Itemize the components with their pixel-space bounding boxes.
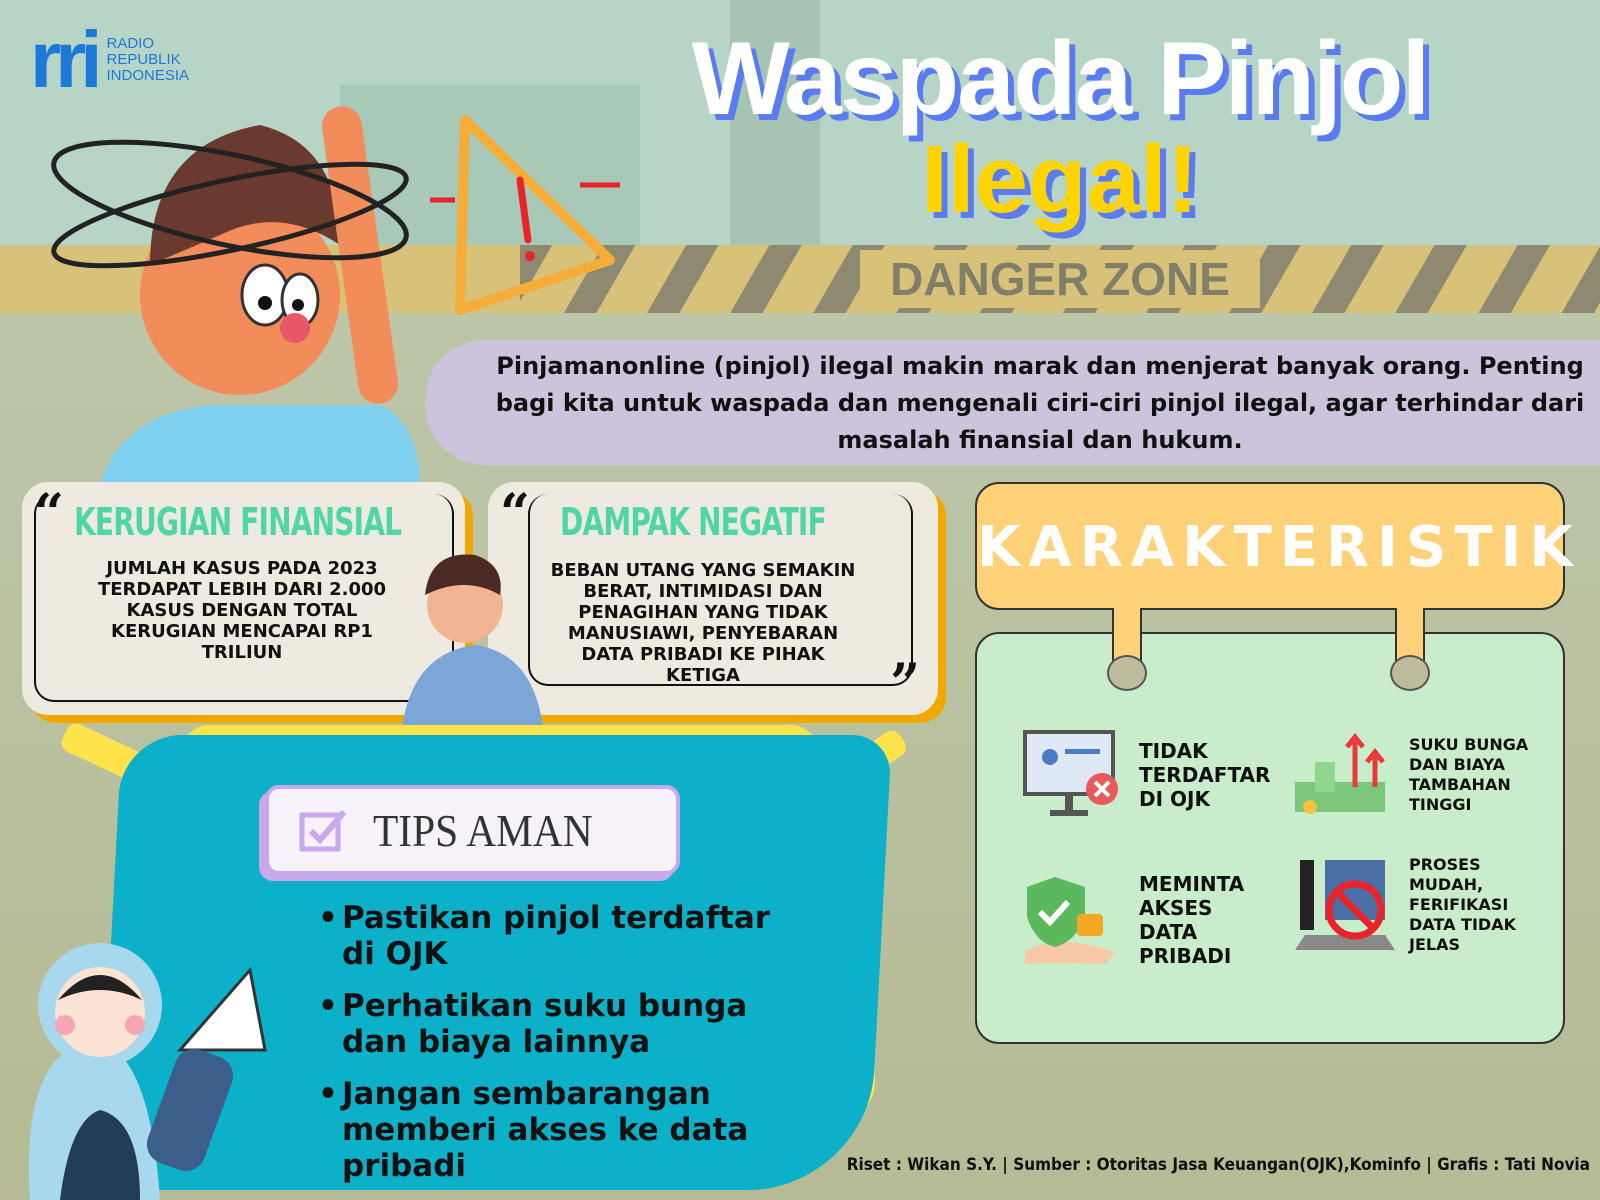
monitor-x-icon xyxy=(1015,725,1125,825)
tips-list xyxy=(318,900,798,1200)
laptop-forbidden-icon xyxy=(1285,855,1395,955)
tips-header xyxy=(265,785,680,875)
card-text: BEBAN UTANG YANG SEMAKIN BERAT, INTIMIDASI DAN PENAGIHAN YANG TIDAK MANUSIAWI, PENYEBARAN DATA PRIBADI KE PIHAK KETIGA xyxy=(550,560,856,686)
checkbox-icon xyxy=(299,807,349,853)
card-dampak-negatif xyxy=(488,482,938,715)
card-title: KERUGIAN FINANSIAL xyxy=(74,500,402,544)
karakteristik-item xyxy=(1285,725,1539,825)
danger-zone-label: DANGER ZONE xyxy=(860,250,1260,308)
hanger-hole xyxy=(1107,655,1147,691)
tips-title: TIPS AMAN xyxy=(373,804,593,856)
karakteristik-item xyxy=(1285,855,1529,955)
tips-item: • Pastikan pinjol terdaftar di OJK xyxy=(318,900,798,972)
woman-megaphone-illustration xyxy=(10,930,280,1200)
karakteristik-label: SUKU BUNGA DAN BIAYA TAMBAHAN TINGGI xyxy=(1409,735,1529,814)
karakteristik-item xyxy=(1015,870,1259,970)
karakteristik-item xyxy=(1015,725,1269,825)
quote-close-icon: ” xyxy=(890,653,920,714)
karakteristik-label: PROSES MUDAH, FERIFIKASI DATA TIDAK JELAS xyxy=(1409,855,1516,954)
tips-item: • Jangan sembarangan memberi akses ke data pribadi xyxy=(318,1076,798,1184)
karakteristik-header: KARAKTERISTIK xyxy=(975,482,1565,610)
intro-banner: Pinjamanonline (pinjol) ilegal makin marak dan menjerat banyak orang. Penting bagi kita untuk waspada dan mengenali ciri-ciri pinjol ilegal, agar terhindar dari masalah finansial dan hukum. xyxy=(425,340,1600,465)
logo-line: INDONESIA xyxy=(106,67,190,84)
quote-open-icon: “ xyxy=(34,483,64,544)
money-rising-icon xyxy=(1285,725,1395,825)
title-main: Waspada Pinjol xyxy=(691,21,1429,137)
karakteristik-label: MEMINTA AKSES DATA PRIBADI xyxy=(1139,872,1245,968)
quote-open-icon: “ xyxy=(500,483,530,544)
title-sub: Ilegal! xyxy=(921,126,1199,233)
logo-mark: rri xyxy=(30,15,97,104)
dizzy-man-illustration xyxy=(40,85,480,485)
logo-line: RADIO xyxy=(106,35,155,52)
logo-line: REPUBLIK xyxy=(106,51,181,68)
karakteristik-panel xyxy=(975,632,1565,1044)
shield-lock-icon xyxy=(1015,870,1125,970)
karakteristik-label: TIDAK TERDAFTAR DI OJK xyxy=(1139,739,1271,811)
card-text: JUMLAH KASUS PADA 2023 TERDAPAT LEBIH DARI 2.000 KASUS DENGAN TOTAL KERUGIAN MENCAPAI RP1 TRILIUN xyxy=(97,558,387,663)
logo-text xyxy=(107,36,190,84)
tips-item: • Perhatikan suku bunga dan biaya lainnya xyxy=(318,988,798,1060)
credits-footer: Riset : Wikan S.Y. | Sumber : Otoritas Jasa Keuangan(OJK),Kominfo | Grafis : Tati Novia xyxy=(846,1155,1590,1175)
warning-triangle-icon xyxy=(420,110,640,330)
hanger-hole xyxy=(1390,655,1430,691)
card-title: DAMPAK NEGATIF xyxy=(560,500,826,544)
